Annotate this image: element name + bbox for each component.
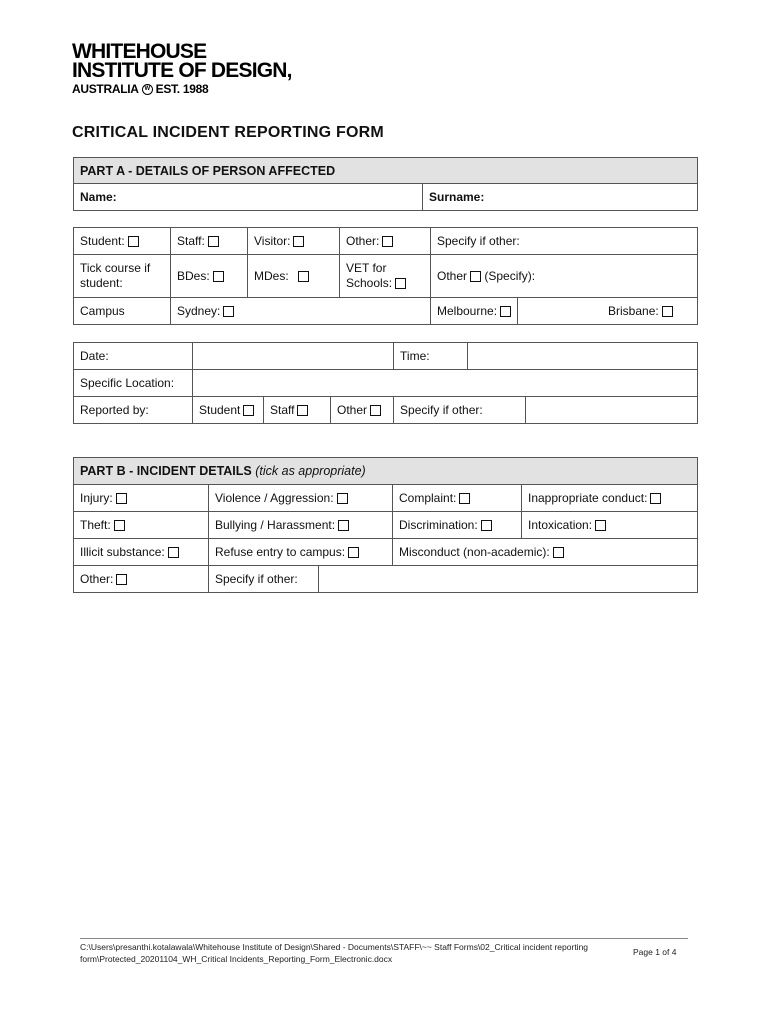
complaint-option [393,485,522,512]
surname-label: Surname: [429,190,485,204]
theft-checkbox[interactable] [114,520,125,531]
logo-line-2: INSTITUTE OF DESIGN, [72,59,292,82]
mdes-checkbox[interactable] [298,271,309,282]
person-type-table [73,227,698,325]
other-checkbox[interactable] [382,236,393,247]
brisbane-checkbox[interactable] [662,306,673,317]
name-label: Name: [80,190,117,204]
reported-specify-label: Specify if other: [394,397,526,424]
date-label: Date: [74,343,193,370]
vet-option [340,255,431,298]
footer-page-number: Page 1 of 4 [633,947,677,957]
refuse-checkbox[interactable] [348,547,359,558]
logo-line-1: WHITEHOUSE [72,40,207,63]
specify-incident-input[interactable] [319,566,698,593]
reported-specify-input[interactable] [526,397,698,424]
other-option [340,228,431,255]
time-label: Time: [394,343,468,370]
complaint-label: Complaint: [399,491,457,505]
staff-label: Staff: [177,234,205,248]
sydney-option [171,298,431,325]
injury-checkbox[interactable] [116,493,127,504]
logo-established: EST. 1988 [155,82,209,96]
refuse-label: Refuse entry to campus: [215,545,346,559]
form-title: CRITICAL INCIDENT REPORTING FORM [72,124,384,141]
student-label: Student: [80,234,125,248]
mdes-option [248,255,340,298]
violence-checkbox[interactable] [337,493,348,504]
logo-line-3 [72,82,292,96]
reported-staff-label: Staff [270,403,295,417]
intoxication-checkbox[interactable] [595,520,606,531]
student-checkbox[interactable] [128,236,139,247]
violence-label: Violence / Aggression: [215,491,334,505]
melbourne-checkbox[interactable] [500,306,511,317]
intoxication-label: Intoxication: [528,518,593,532]
violence-option [209,485,393,512]
location-label: Specific Location: [74,370,193,397]
other-course-label: Other [437,269,468,283]
surname-field[interactable] [423,184,698,211]
visitor-label: Visitor: [254,234,291,248]
other-course-specify-label: (Specify): [484,269,536,283]
specify-incident-label: Specify if other: [209,566,319,593]
refuse-option [209,539,393,566]
name-field[interactable] [74,184,423,211]
footer-file-path: C:\Users\presanthi.kotalawala\Whitehouse Institute of Design\Shared - Documents\STAFF\~~ Staff Forms\02_Critical incident reporting form\Protected_20201104_WH_Critical Incidents_Reporting_Form_Electronic.docx [80,942,589,964]
staff-option [171,228,248,255]
illicit-checkbox[interactable] [168,547,179,558]
inappropriate-label: Inappropriate conduct: [528,491,648,505]
logo-country: AUSTRALIA [72,82,139,96]
part-b-table [73,457,698,593]
mdes-label: MDes: [254,269,289,283]
reported-student-checkbox[interactable] [243,405,254,416]
tick-course-label: Tick course if student: [74,255,171,298]
reported-staff-checkbox[interactable] [297,405,308,416]
visitor-option [248,228,340,255]
discrimination-label: Discrimination: [399,518,478,532]
reported-other-option [331,397,394,424]
reported-student-option [193,397,264,424]
visitor-checkbox[interactable] [293,236,304,247]
discrimination-checkbox[interactable] [481,520,492,531]
reported-staff-option [264,397,331,424]
other-incident-label: Other: [80,572,114,586]
sydney-label: Sydney: [177,304,221,318]
intoxication-option [522,512,698,539]
institute-logo [72,42,292,96]
student-option [74,228,171,255]
bdes-option [171,255,248,298]
melbourne-option [431,298,518,325]
part-a-header: PART A - DETAILS OF PERSON AFFECTED [74,158,698,184]
vet-checkbox[interactable] [395,278,406,289]
bullying-option [209,512,393,539]
misconduct-option [393,539,698,566]
report-info-table [73,342,698,424]
reported-student-label: Student [199,403,241,417]
theft-label: Theft: [80,518,111,532]
time-input[interactable] [468,343,698,370]
bullying-checkbox[interactable] [338,520,349,531]
vet-label: VET for Schools: [346,261,393,290]
specify-other-field[interactable] [431,228,698,255]
misconduct-label: Misconduct (non-academic): [399,545,550,559]
sydney-checkbox[interactable] [223,306,234,317]
part-b-header [74,458,698,485]
injury-option [74,485,209,512]
part-b-note: (tick as appropriate) [255,464,366,478]
other-incident-checkbox[interactable] [116,574,127,585]
illicit-label: Illicit substance: [80,545,165,559]
other-incident-option [74,566,209,593]
reported-by-label: Reported by: [74,397,193,424]
illicit-option [74,539,209,566]
theft-option [74,512,209,539]
other-course-option [431,255,698,298]
complaint-checkbox[interactable] [459,493,470,504]
bdes-label: BDes: [177,269,210,283]
other-label: Other: [346,234,380,248]
bdes-checkbox[interactable] [213,271,224,282]
brisbane-option [518,298,698,325]
injury-label: Injury: [80,491,113,505]
misconduct-checkbox[interactable] [553,547,564,558]
inappropriate-option [522,485,698,512]
part-b-title: PART B - INCIDENT DETAILS [80,464,252,478]
part-a-table [73,157,698,211]
reported-other-checkbox[interactable] [370,405,381,416]
staff-checkbox[interactable] [208,236,219,247]
discrimination-option [393,512,522,539]
other-course-checkbox[interactable] [470,271,481,282]
specify-other-label: Specify if other: [437,234,520,248]
campus-label: Campus [74,298,171,325]
bullying-label: Bullying / Harassment: [215,518,336,532]
inappropriate-checkbox[interactable] [650,493,661,504]
melbourne-label: Melbourne: [437,304,498,318]
footer-divider [80,938,688,939]
logo-seal-icon: W [142,84,153,95]
brisbane-label: Brisbane: [608,304,659,318]
reported-other-label: Other [337,403,368,417]
date-input[interactable] [193,343,394,370]
location-input[interactable] [193,370,698,397]
